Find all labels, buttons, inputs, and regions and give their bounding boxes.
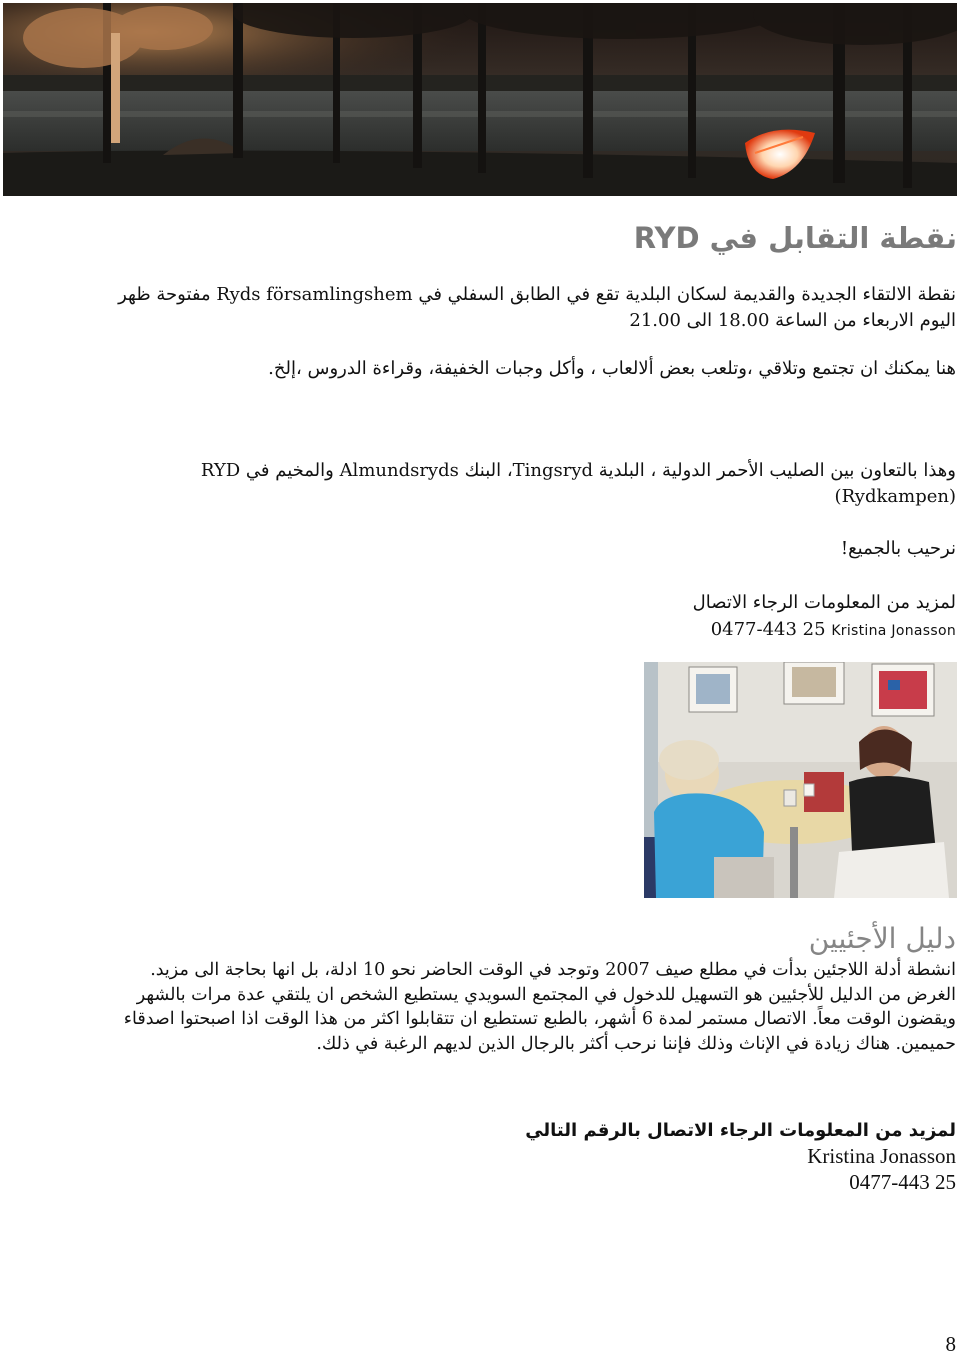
guide-section-title: دليل الأجئيين — [808, 922, 956, 955]
guide-body-text: انشطة أدلة اللاجئين بدأت في مطلع صيف 2007 وتوجد في الوقت الحاضر نحو 10 ادلة، بل انها بحاجة الى مزيد. الغرض من الدليل للأجئيين هو التسهيل للدخول في المجتمع السويدي يستطيع الشخص ان يلتقي عدة مرات بالشهر ويقضون الوقت معاً. الاتصال مستمر لمدة 6 أشهر، بالطبع تستطيع ان تتقابلوا اكثر من هذا الوقت اذا اصبحتوا اصدقاء حميمين. هناك زيادة في الإناث وذلك فإننا نرحب أكثر بالرجال الذين لديهم الرغبة في ذلك. — [123, 960, 956, 1054]
meeting-photo — [644, 662, 957, 898]
contact-phone: 0477-443 25 — [710, 619, 826, 640]
contact-line — [356, 617, 956, 644]
meeting-intro-paragraph: نقطة الالتقاء الجديدة والقديمة لسكان البلدية تقع في الطابق السفلي في Ryds församlingshem مفتوحة ظهر اليوم الاربعاء من الساعة 18.00 الى 21.00 — [118, 284, 956, 331]
contact-name: Kristina Jonasson — [831, 623, 956, 639]
page-number: 8 — [945, 1332, 956, 1356]
meeting-activities-paragraph: هنا يمكنك ان تجتمع وتلاقي ،وتلعب بعض ألالعاب ، وأكل وجبات الخفيفة، وقراءة الدروس ،إلخ. — [268, 358, 956, 379]
guide-contact-prompt: لمزيد من المعلومات الرجاء الاتصال بالرقم التالي — [525, 1120, 956, 1141]
guide-contact-phone: 0477-443 25 — [849, 1170, 956, 1194]
two-women-image — [644, 662, 957, 898]
hero-photo — [3, 3, 957, 196]
night-lake-image — [3, 3, 957, 196]
contact-prompt: لمزيد من المعلومات الرجاء الاتصال — [692, 592, 956, 613]
welcome-text: نرحيب بالجميع! — [840, 538, 956, 559]
meeting-partners-paragraph: وهذا بالتعاون بين الصليب الأحمر الدولية ، البلدية Tingsryd، البنك Almundsryds والمخيم في RYD (Rydkampen) — [200, 460, 956, 507]
guide-contact-name: Kristina Jonasson — [807, 1144, 956, 1168]
page-title: نقطة التقابل في RYD — [633, 221, 957, 255]
